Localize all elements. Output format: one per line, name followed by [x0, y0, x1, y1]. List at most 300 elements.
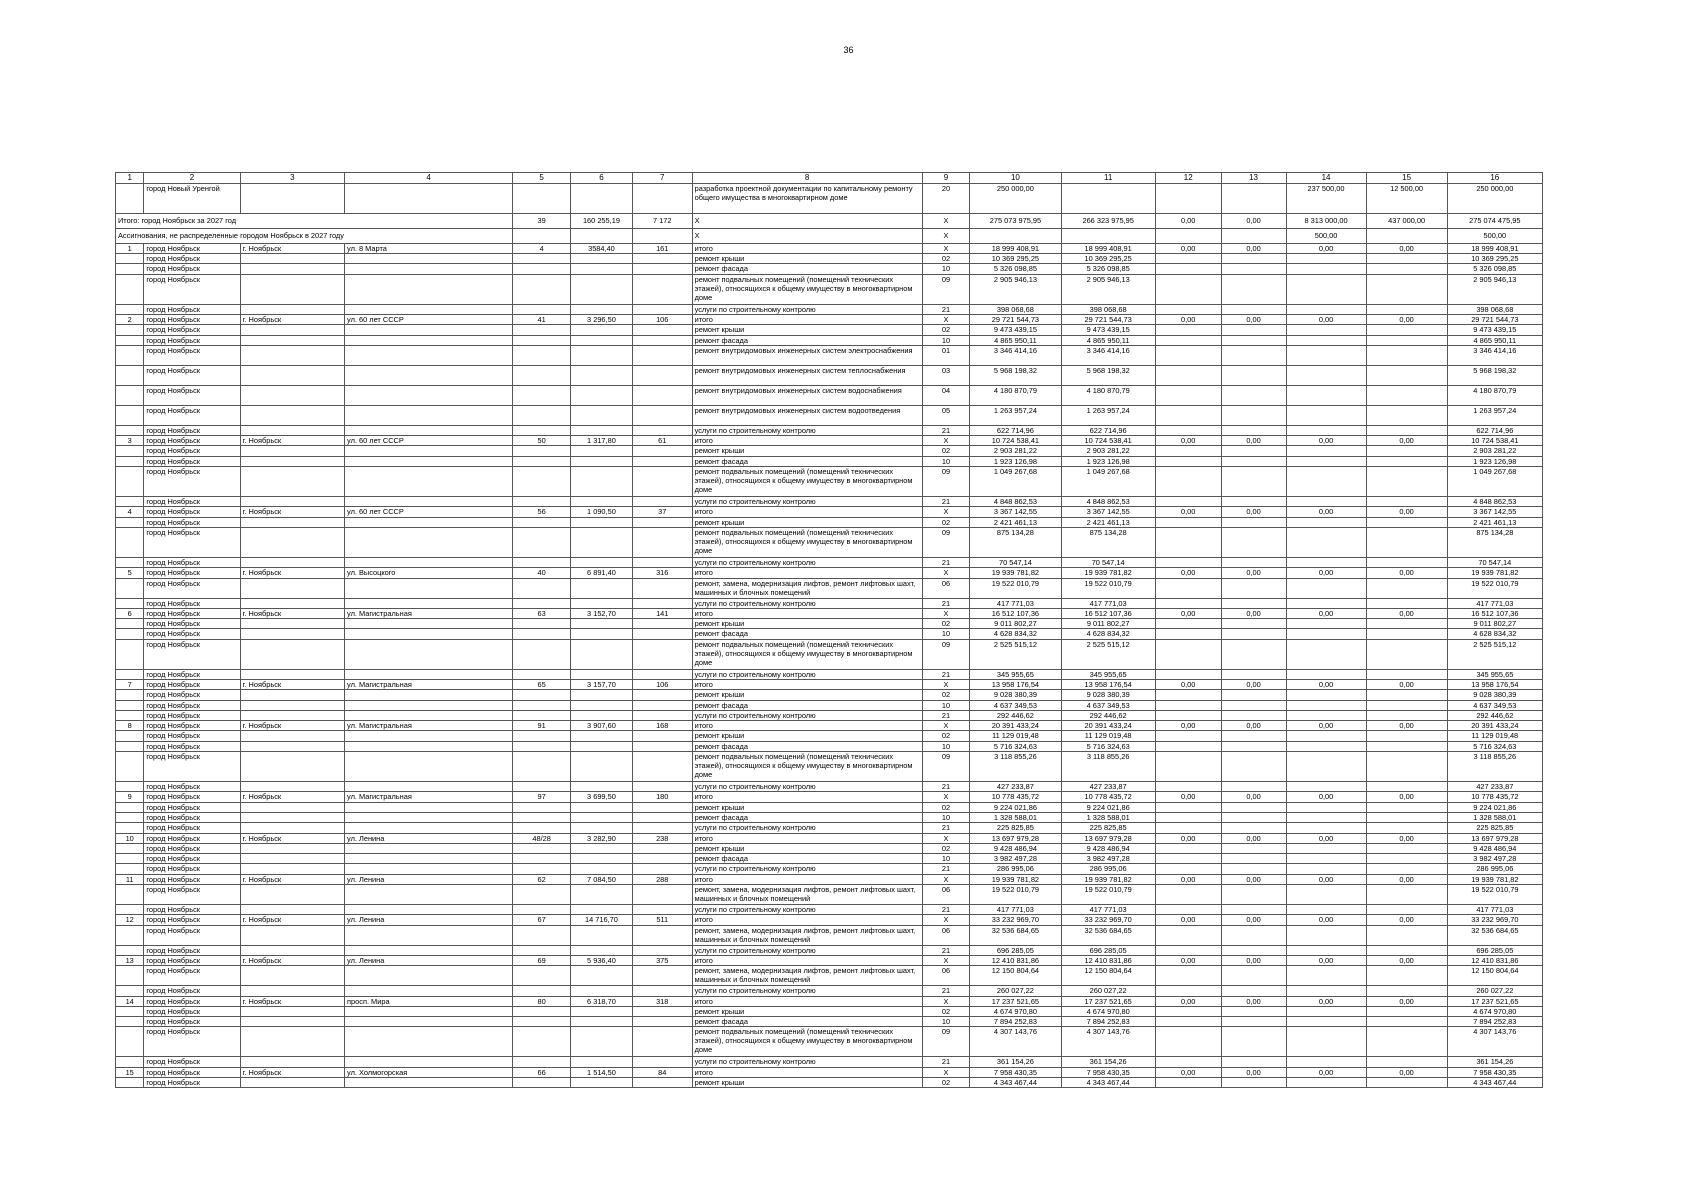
- table-cell: 0,00: [1286, 996, 1366, 1006]
- table-cell: 1 328 588,01: [1447, 812, 1542, 822]
- table-cell: ул. Холмогорская: [345, 1067, 513, 1077]
- table-cell: [1155, 854, 1221, 864]
- table-cell: [513, 854, 571, 864]
- table-cell: [632, 823, 692, 833]
- table-cell: ремонт, замена, модернизация лифтов, ремонт лифтовых шахт, машинных и блочных помещений: [692, 925, 922, 945]
- table-cell: 70 547,14: [1447, 557, 1542, 567]
- table-cell: 0,00: [1155, 608, 1221, 618]
- column-number: 10: [970, 173, 1061, 184]
- table-cell: X: [922, 243, 970, 253]
- table-cell: [571, 1078, 633, 1088]
- table-cell: 4: [116, 507, 144, 517]
- column-number: 6: [571, 173, 633, 184]
- table-cell: 0,00: [1366, 1067, 1447, 1077]
- table-cell: 10: [922, 700, 970, 710]
- table-cell: [571, 639, 633, 669]
- table-cell: [116, 669, 144, 679]
- table-cell: [1155, 1057, 1221, 1067]
- table-cell: [632, 925, 692, 945]
- table-cell: [345, 385, 513, 405]
- table-cell: [1221, 467, 1286, 497]
- table-cell: 2 421 461,13: [1447, 517, 1542, 527]
- table-cell: услуги по строительному контролю: [692, 782, 922, 792]
- table-cell: [513, 254, 571, 264]
- table-cell: [1155, 598, 1221, 608]
- table-cell: [1286, 945, 1366, 955]
- table-cell: [345, 619, 513, 629]
- table-cell: 19 939 781,82: [1447, 874, 1542, 884]
- table-cell: город Ноябрьск: [144, 1057, 240, 1067]
- table-cell: 427 233,87: [1061, 782, 1155, 792]
- table-cell: [1286, 274, 1366, 304]
- table-cell: 288: [632, 874, 692, 884]
- table-cell: город Ноябрьск: [144, 885, 240, 905]
- table-cell: 66: [513, 1067, 571, 1077]
- table-cell: [571, 335, 633, 345]
- table-cell: [1286, 1057, 1366, 1067]
- table-cell: ремонт фасада: [692, 700, 922, 710]
- table-cell: 13 958 176,54: [1447, 679, 1542, 689]
- table-row: [116, 945, 1543, 955]
- table-cell: [1221, 1017, 1286, 1027]
- table-cell: [345, 1027, 513, 1057]
- table-cell: [571, 966, 633, 986]
- table-cell: 225 825,85: [1061, 823, 1155, 833]
- table-cell: 9 011 802,27: [1061, 619, 1155, 629]
- table-cell: [1155, 812, 1221, 822]
- table-cell: [571, 228, 633, 243]
- table-cell: [240, 1078, 344, 1088]
- table-cell: город Ноябрьск: [144, 304, 240, 314]
- table-cell: [1286, 966, 1366, 986]
- table-cell: [513, 864, 571, 874]
- table-cell: итого: [692, 874, 922, 884]
- table-cell: [513, 425, 571, 435]
- table-cell: [1366, 264, 1447, 274]
- table-cell: [345, 335, 513, 345]
- table-cell: 21: [922, 598, 970, 608]
- table-cell: 622 714,96: [1061, 425, 1155, 435]
- table-cell: [345, 741, 513, 751]
- table-cell: [1221, 639, 1286, 669]
- table-cell: 7 894 252,83: [1061, 1017, 1155, 1027]
- table-cell: [1221, 864, 1286, 874]
- table-row: [116, 507, 1543, 517]
- table-cell: [632, 517, 692, 527]
- table-cell: 7 172: [632, 213, 692, 228]
- table-cell: 168: [632, 721, 692, 731]
- table-cell: итого: [692, 568, 922, 578]
- table-cell: 18 999 408,91: [1447, 243, 1542, 253]
- table-cell: 10: [922, 335, 970, 345]
- table-cell: ремонт, замена, модернизация лифтов, ремонт лифтовых шахт, машинных и блочных помещений: [692, 885, 922, 905]
- table-cell: город Ноябрьск: [144, 915, 240, 925]
- table-cell: [632, 700, 692, 710]
- table-cell: [1221, 966, 1286, 986]
- column-number: 15: [1366, 173, 1447, 184]
- table-cell: [632, 405, 692, 425]
- table-cell: [345, 254, 513, 264]
- table-cell: [1221, 1057, 1286, 1067]
- table-cell: 01: [922, 345, 970, 365]
- table-cell: [345, 557, 513, 567]
- table-cell: 19 939 781,82: [970, 568, 1061, 578]
- table-cell: [513, 557, 571, 567]
- table-cell: ул. Высоцкого: [345, 568, 513, 578]
- table-row: [116, 925, 1543, 945]
- table-cell: 32 536 684,65: [1447, 925, 1542, 945]
- table-cell: услуги по строительному контролю: [692, 864, 922, 874]
- table-cell: [1155, 966, 1221, 986]
- table-cell: 5 716 324,63: [970, 741, 1061, 751]
- table-cell: 33 232 969,70: [970, 915, 1061, 925]
- table-cell: 0,00: [1366, 568, 1447, 578]
- table-cell: г. Ноябрьск: [240, 955, 344, 965]
- table-cell: [1221, 690, 1286, 700]
- table-cell: 20: [922, 183, 970, 213]
- summary-label: Ассигнования, не распределенные городом Ноябрьск в 2027 году: [116, 228, 513, 243]
- table-cell: [1366, 945, 1447, 955]
- table-cell: 0,00: [1366, 833, 1447, 843]
- column-number: 3: [240, 173, 344, 184]
- table-cell: [513, 885, 571, 905]
- table-cell: [571, 557, 633, 567]
- table-cell: [632, 629, 692, 639]
- table-cell: [345, 986, 513, 996]
- table-cell: 4 674 970,80: [1447, 1006, 1542, 1016]
- table-cell: ул. Ленина: [345, 833, 513, 843]
- table-cell: [632, 710, 692, 720]
- table-cell: 05: [922, 405, 970, 425]
- table-cell: ремонт крыши: [692, 1078, 922, 1088]
- table-cell: ремонт крыши: [692, 325, 922, 335]
- table-cell: [571, 1057, 633, 1067]
- table-cell: [1155, 905, 1221, 915]
- table-row: [116, 966, 1543, 986]
- table-row: [116, 274, 1543, 304]
- table-cell: 21: [922, 425, 970, 435]
- table-cell: [1155, 228, 1221, 243]
- table-cell: [1155, 823, 1221, 833]
- table-cell: город Ноябрьск: [144, 456, 240, 466]
- column-number: 1: [116, 173, 144, 184]
- table-row: [116, 915, 1543, 925]
- table-cell: 292 446,62: [1447, 710, 1542, 720]
- table-cell: 3 152,70: [571, 608, 633, 618]
- table-cell: [345, 264, 513, 274]
- table-cell: [116, 966, 144, 986]
- table-cell: ремонт подвальных помещений (помещений технических этажей), относящихся к общему имуществу в многоквартирном доме: [692, 752, 922, 782]
- table-cell: [1155, 345, 1221, 365]
- table-cell: [1155, 752, 1221, 782]
- table-cell: 21: [922, 782, 970, 792]
- table-cell: 0,00: [1155, 955, 1221, 965]
- table-cell: 7: [116, 679, 144, 689]
- table-cell: город Ноябрьск: [144, 945, 240, 955]
- table-cell: [513, 690, 571, 700]
- table-cell: [1366, 446, 1447, 456]
- table-cell: [1366, 741, 1447, 751]
- table-cell: [571, 345, 633, 365]
- table-cell: [1286, 639, 1366, 669]
- column-number: 8: [692, 173, 922, 184]
- table-cell: [1221, 802, 1286, 812]
- table-cell: 32 536 684,65: [970, 925, 1061, 945]
- table-cell: [571, 669, 633, 679]
- table-cell: [345, 629, 513, 639]
- table-cell: [1286, 823, 1366, 833]
- table-cell: [1221, 700, 1286, 710]
- table-cell: 61: [632, 436, 692, 446]
- table-cell: [116, 1057, 144, 1067]
- table-cell: 10: [922, 812, 970, 822]
- table-cell: 0,00: [1155, 792, 1221, 802]
- table-cell: [1286, 517, 1366, 527]
- table-cell: 3 367 142,55: [1447, 507, 1542, 517]
- table-cell: [345, 925, 513, 945]
- table-cell: [116, 254, 144, 264]
- table-cell: [513, 274, 571, 304]
- table-cell: 4 865 950,11: [970, 335, 1061, 345]
- table-cell: город Ноябрьск: [144, 436, 240, 446]
- table-cell: 10 369 295,25: [1061, 254, 1155, 264]
- table-cell: 21: [922, 497, 970, 507]
- table-row: [116, 864, 1543, 874]
- table-cell: 0,00: [1286, 243, 1366, 253]
- table-cell: [1366, 365, 1447, 385]
- table-cell: г. Ноябрьск: [240, 721, 344, 731]
- table-cell: 63: [513, 608, 571, 618]
- table-cell: [513, 619, 571, 629]
- table-cell: г. Ноябрьск: [240, 833, 344, 843]
- table-cell: [1155, 700, 1221, 710]
- table-cell: ремонт подвальных помещений (помещений технических этажей), относящихся к общему имуществу в многоквартирном доме: [692, 639, 922, 669]
- table-cell: ремонт крыши: [692, 802, 922, 812]
- table-cell: [1366, 598, 1447, 608]
- table-cell: [632, 527, 692, 557]
- table-row: [116, 986, 1543, 996]
- table-cell: город Ноябрьск: [144, 874, 240, 884]
- table-cell: [571, 731, 633, 741]
- table-cell: [571, 456, 633, 466]
- table-cell: [632, 802, 692, 812]
- table-cell: 12 150 804,64: [1447, 966, 1542, 986]
- table-cell: [632, 731, 692, 741]
- table-cell: 696 285,05: [1447, 945, 1542, 955]
- table-cell: [571, 854, 633, 864]
- table-cell: ул. Магистральная: [345, 608, 513, 618]
- table-cell: [513, 1057, 571, 1067]
- table-cell: [116, 325, 144, 335]
- table-cell: город Ноябрьск: [144, 467, 240, 497]
- table-cell: [1286, 782, 1366, 792]
- table-cell: [1366, 639, 1447, 669]
- table-cell: 345 955,65: [1447, 669, 1542, 679]
- table-cell: [345, 752, 513, 782]
- table-cell: [240, 517, 344, 527]
- table-cell: X: [922, 436, 970, 446]
- table-row: [116, 385, 1543, 405]
- table-cell: [513, 1017, 571, 1027]
- table-cell: X: [922, 213, 970, 228]
- table-cell: 12: [116, 915, 144, 925]
- table-cell: [571, 1017, 633, 1027]
- table-cell: [1221, 527, 1286, 557]
- table-cell: город Ноябрьск: [144, 966, 240, 986]
- table-cell: 5 716 324,63: [1061, 741, 1155, 751]
- table-cell: 3 346 414,16: [970, 345, 1061, 365]
- table-cell: 3 346 414,16: [1061, 345, 1155, 365]
- table-cell: [116, 812, 144, 822]
- table-cell: [1221, 456, 1286, 466]
- table-cell: 1 049 267,68: [1061, 467, 1155, 497]
- table-cell: [116, 1017, 144, 1027]
- table-cell: 0,00: [1221, 915, 1286, 925]
- table-cell: [1286, 854, 1366, 864]
- table-cell: 10: [922, 741, 970, 751]
- table-cell: [240, 669, 344, 679]
- table-cell: ремонт, замена, модернизация лифтов, ремонт лифтовых шахт, машинных и блочных помещений: [692, 966, 922, 986]
- table-cell: [513, 639, 571, 669]
- table-cell: [1286, 802, 1366, 812]
- table-cell: итого: [692, 792, 922, 802]
- table-cell: 12 500,00: [1366, 183, 1447, 213]
- table-cell: г. Ноябрьск: [240, 608, 344, 618]
- table-cell: [240, 497, 344, 507]
- table-cell: 286 995,06: [1061, 864, 1155, 874]
- table-cell: 20 391 433,24: [970, 721, 1061, 731]
- table-cell: 10: [922, 854, 970, 864]
- table-cell: 0,00: [1221, 608, 1286, 618]
- table-cell: ул. Магистральная: [345, 679, 513, 689]
- table-cell: [632, 254, 692, 264]
- table-cell: [513, 1078, 571, 1088]
- table-cell: 5 326 098,85: [970, 264, 1061, 274]
- table-cell: 0,00: [1366, 955, 1447, 965]
- table-cell: [1286, 885, 1366, 905]
- table-cell: [1366, 905, 1447, 915]
- table-cell: город Ноябрьск: [144, 741, 240, 751]
- table-cell: 13: [116, 955, 144, 965]
- table-cell: 417 771,03: [1061, 905, 1155, 915]
- table-cell: 69: [513, 955, 571, 965]
- table-cell: [1366, 986, 1447, 996]
- table-cell: [345, 183, 513, 213]
- table-cell: [116, 925, 144, 945]
- table-cell: 275 074 475,95: [1447, 213, 1542, 228]
- table-cell: 5 968 198,32: [970, 365, 1061, 385]
- table-row: [116, 731, 1543, 741]
- table-cell: [513, 456, 571, 466]
- table-cell: [1221, 304, 1286, 314]
- table-cell: 10 724 538,41: [1061, 436, 1155, 446]
- table-cell: 292 446,62: [1061, 710, 1155, 720]
- table-cell: [632, 183, 692, 213]
- table-cell: ремонт крыши: [692, 690, 922, 700]
- table-cell: [571, 254, 633, 264]
- table-cell: [116, 710, 144, 720]
- table-cell: [513, 945, 571, 955]
- table-cell: [1155, 690, 1221, 700]
- table-cell: ремонт подвальных помещений (помещений технических этажей), относящихся к общему имуществу в многоквартирном доме: [692, 274, 922, 304]
- table-cell: 417 771,03: [970, 598, 1061, 608]
- table-cell: ремонт крыши: [692, 1006, 922, 1016]
- table-row: [116, 557, 1543, 567]
- table-cell: [345, 1078, 513, 1088]
- table-cell: услуги по строительному контролю: [692, 945, 922, 955]
- table-cell: [1155, 425, 1221, 435]
- table-cell: ремонт фасада: [692, 812, 922, 822]
- table-cell: 10 724 538,41: [1447, 436, 1542, 446]
- table-cell: [240, 823, 344, 833]
- table-cell: [1155, 578, 1221, 598]
- table-cell: [116, 843, 144, 853]
- table-cell: 21: [922, 710, 970, 720]
- table-cell: [513, 183, 571, 213]
- table-cell: 29 721 544,73: [1447, 314, 1542, 324]
- table-cell: [632, 467, 692, 497]
- table-row: [116, 752, 1543, 782]
- table-row: [116, 304, 1543, 314]
- table-cell: ремонт подвальных помещений (помещений технических этажей), относящихся к общему имуществу в многоквартирном доме: [692, 467, 922, 497]
- table-row: [116, 1057, 1543, 1067]
- table-cell: 10 724 538,41: [970, 436, 1061, 446]
- table-cell: г. Ноябрьск: [240, 1067, 344, 1077]
- table-cell: [513, 731, 571, 741]
- table-cell: итого: [692, 436, 922, 446]
- table-cell: услуги по строительному контролю: [692, 304, 922, 314]
- table-cell: [1155, 731, 1221, 741]
- table-cell: ремонт крыши: [692, 731, 922, 741]
- table-cell: [240, 183, 344, 213]
- table-cell: 3 907,60: [571, 721, 633, 731]
- table-cell: [970, 228, 1061, 243]
- table-row: [116, 345, 1543, 365]
- column-number: 2: [144, 173, 240, 184]
- table-cell: 3 982 497,28: [1447, 854, 1542, 864]
- table-cell: 3 699,50: [571, 792, 633, 802]
- table-cell: 0,00: [1366, 915, 1447, 925]
- table-cell: [345, 731, 513, 741]
- table-cell: 21: [922, 864, 970, 874]
- table-cell: [513, 1027, 571, 1057]
- table-cell: [632, 1057, 692, 1067]
- table-cell: 21: [922, 557, 970, 567]
- table-cell: [1221, 274, 1286, 304]
- table-cell: город Ноябрьск: [144, 608, 240, 618]
- table-cell: [513, 802, 571, 812]
- table-cell: 0,00: [1155, 436, 1221, 446]
- table-cell: 0,00: [1221, 792, 1286, 802]
- table-cell: 02: [922, 690, 970, 700]
- table-cell: 5 968 198,32: [1061, 365, 1155, 385]
- table-cell: 4 343 467,44: [970, 1078, 1061, 1088]
- table-cell: итого: [692, 721, 922, 731]
- table-cell: [513, 966, 571, 986]
- table-cell: [1286, 385, 1366, 405]
- table-cell: ремонт внутридомовых инженерных систем теплоснабжения: [692, 365, 922, 385]
- table-cell: ул. 60 лет СССР: [345, 314, 513, 324]
- table-cell: [1366, 335, 1447, 345]
- table-cell: [345, 782, 513, 792]
- table-cell: [571, 1027, 633, 1057]
- table-cell: [1366, 710, 1447, 720]
- table-row: [116, 578, 1543, 598]
- table-cell: [571, 752, 633, 782]
- table-cell: город Ноябрьск: [144, 619, 240, 629]
- table-cell: [1155, 945, 1221, 955]
- table-cell: 275 073 975,95: [970, 213, 1061, 228]
